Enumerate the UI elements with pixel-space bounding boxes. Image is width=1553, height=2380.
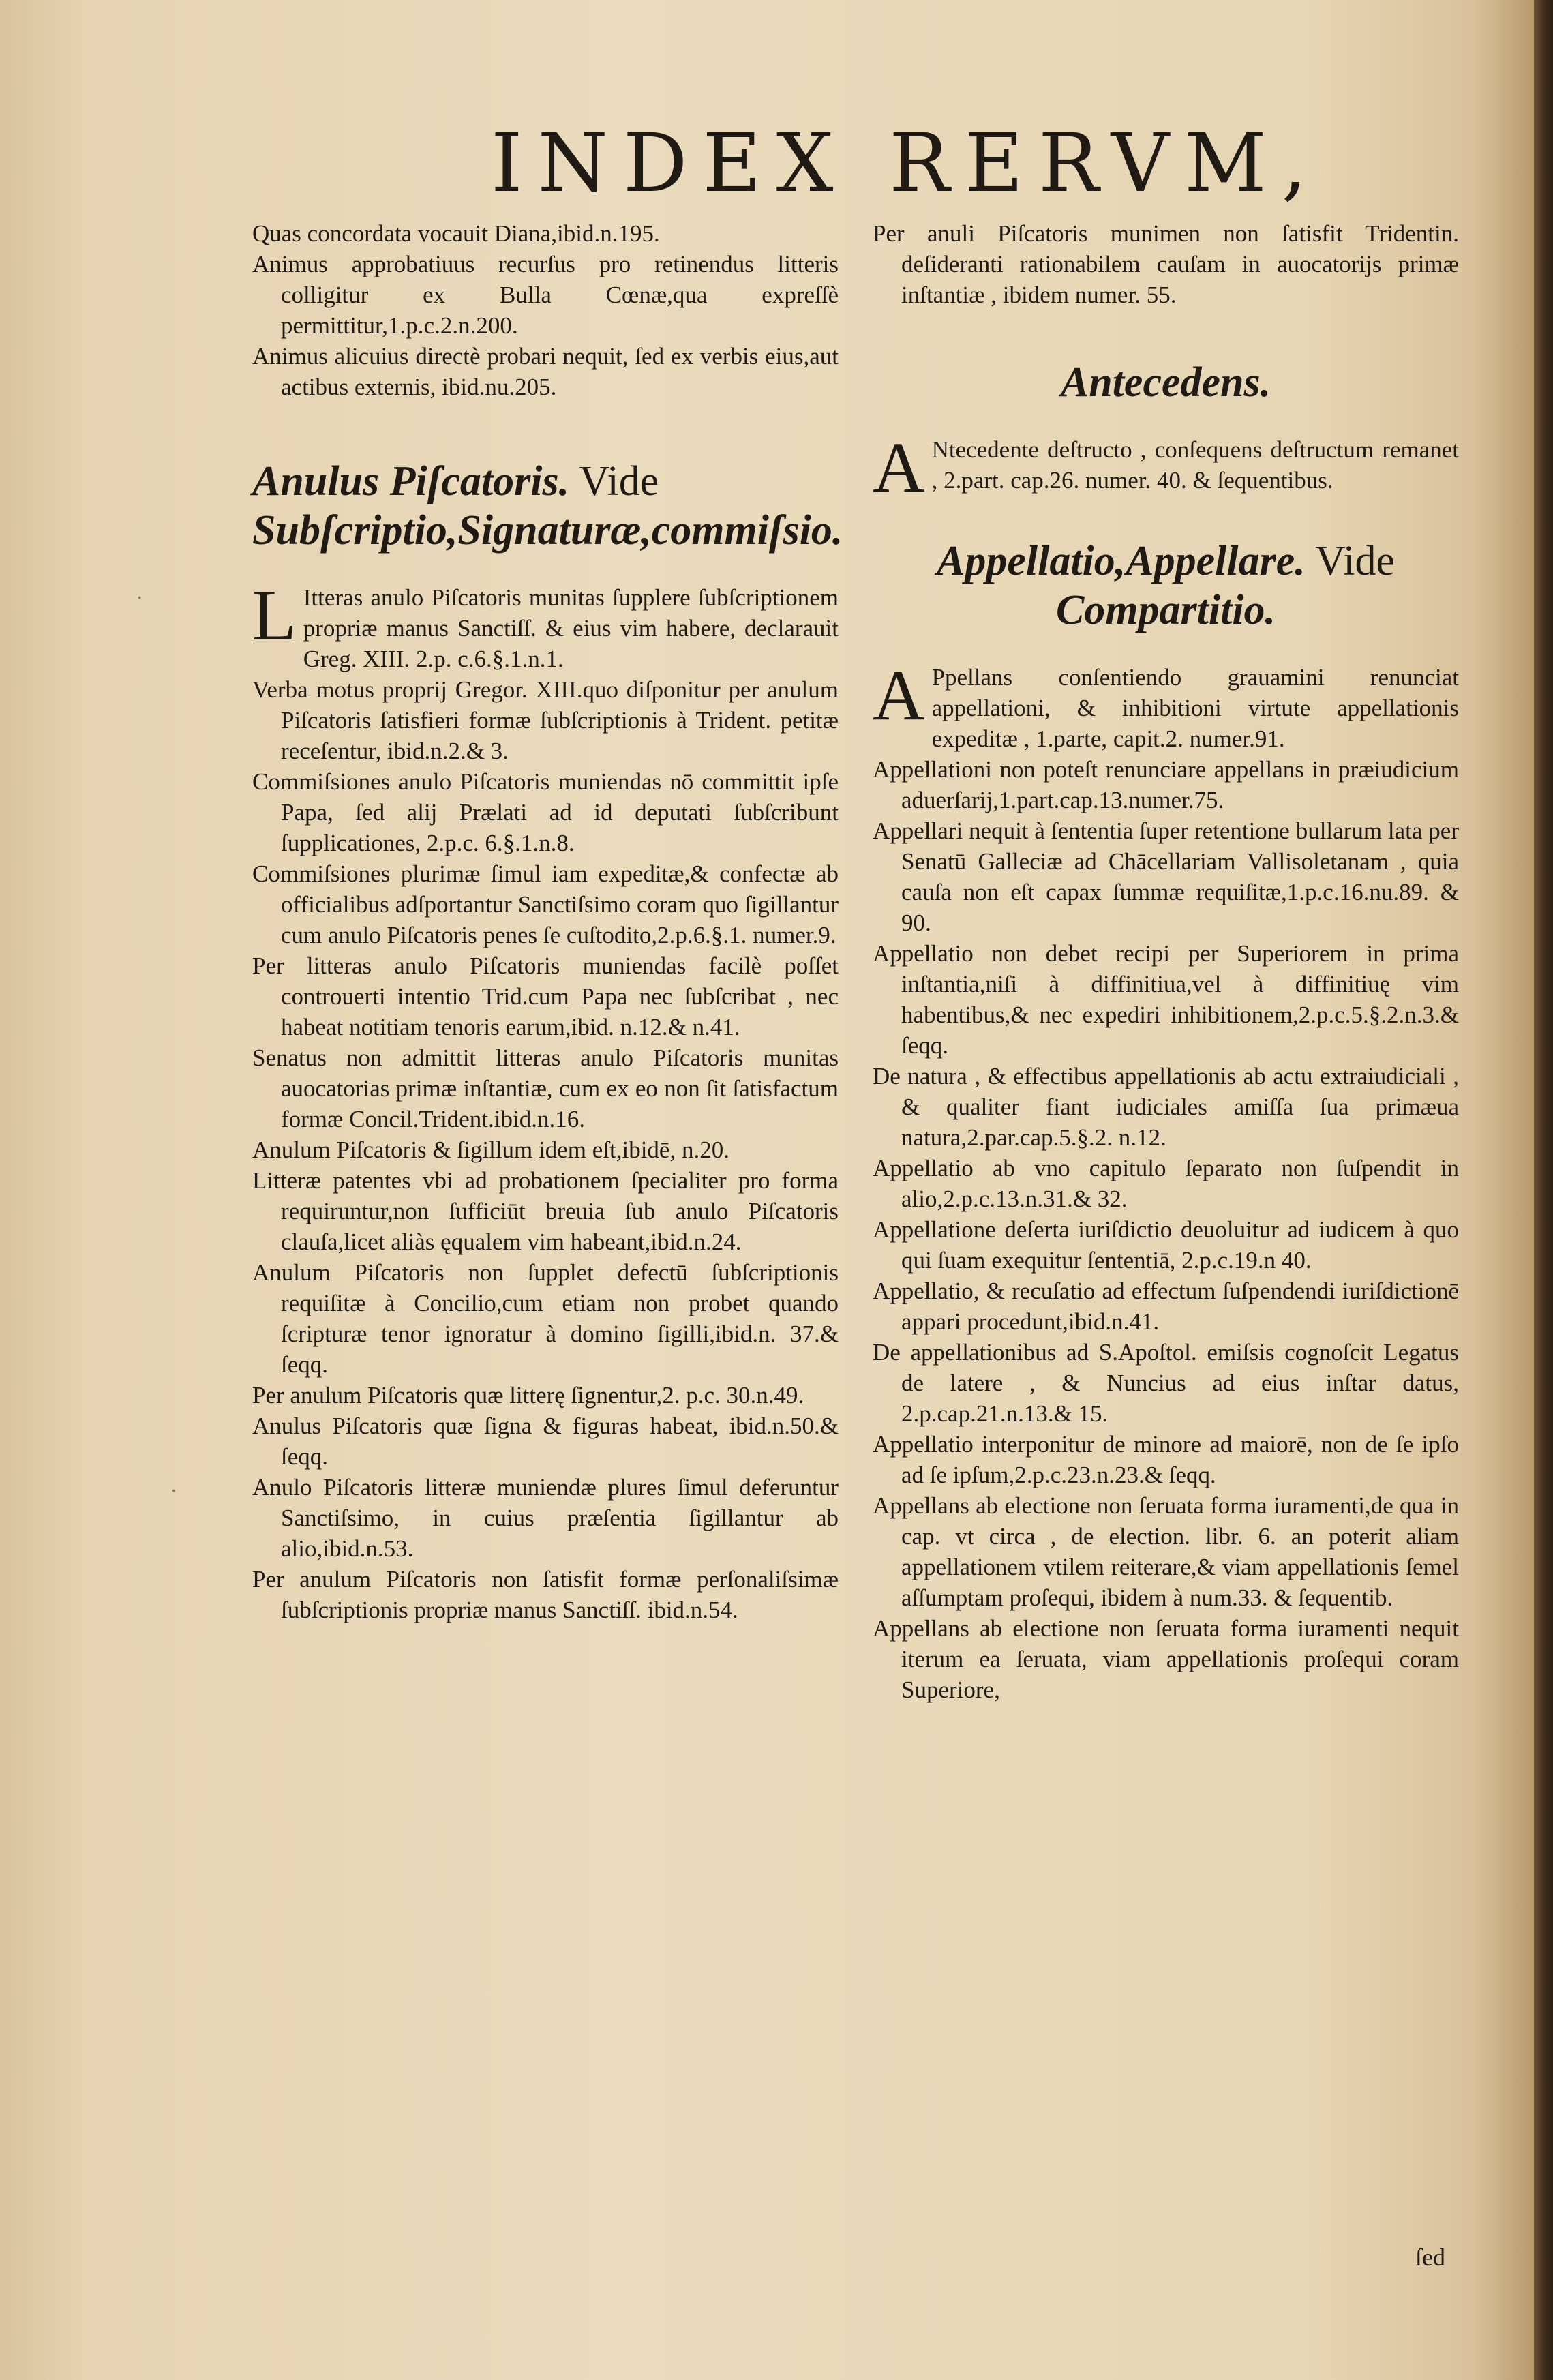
index-entry: Commiſsiones anulo Piſcatoris muniendas nō committit ipſe Papa, ſed alij Prælati ad id deputati ſubſcribunt ſupplicationes, 2.p.c. 6.§.1.n.8.	[252, 768, 839, 856]
drop-cap: A	[873, 655, 925, 735]
first-entry	[873, 427, 1459, 507]
index-entry: Appellans ab electione non ſeruata forma iuramenti,de qua in cap. vt circa , de election. libr. 6. an poterit aliam appellationem vtilem reiterare,& viam appellationis ſemel aſſumptam proſequi, ibidem à num.33. & ſequentib.	[873, 1492, 1459, 1611]
index-entry: Per anulum Piſcatoris quæ litterę ſignentur,2. p.c. 30.n.49.	[252, 1382, 804, 1409]
left-column	[252, 218, 843, 1625]
paper-speck: ·	[170, 1479, 177, 1503]
index-entry: Appellationi non poteſt renunciare appellans in præiudicium aduerſarij,1.part.cap.13.numer.75.	[873, 756, 1459, 813]
first-entry	[252, 575, 839, 674]
first-entry-text: Ntecedente deſtructo , conſequens deſtructum remanet , 2.part. cap.26. numer. 40. & ſequentibus.	[931, 436, 1459, 494]
index-entry: Quas concordata vocauit Diana,ibid.n.195.	[252, 220, 660, 247]
index-entry: Per litteras anulo Piſcatoris muniendas facilè poſſet controuerti intentio Trid.cum Papa nec ſubſcribat , nec habeat notitiam tenoris earum,ibid. n.12.& n.41.	[252, 952, 839, 1040]
heading-italic: Anulus Piſcatoris.	[252, 458, 570, 504]
drop-cap: A	[873, 427, 925, 507]
index-entry: Anulo Piſcatoris litteræ muniendæ plures ſimul deferuntur Sanctiſsimo, in cuius præſentia ſigillantur ab alio,ibid.n.53.	[252, 1474, 839, 1562]
section-heading-antecedens: Antecedens.	[1060, 359, 1271, 406]
page-header-title: INDEX RERVM,	[491, 116, 1323, 210]
page-gutter-shadow	[1534, 0, 1553, 2380]
index-entry: Appellatione deſerta iuriſdictio deuoluitur ad iudicem à quo qui ſuam exequitur ſententiā, 2.p.c.19.n 40.	[873, 1216, 1459, 1274]
index-entry: Per anulum Piſcatoris non ſatisfit formæ perſonaliſsimæ ſubſcriptionis propriæ manus Sanctiſſ. ibid.n.54.	[252, 1566, 839, 1623]
index-entry: Appellatio non debet recipi per Superiorem in prima inſtantia,niſi à diffinitiua,vel à diffinitiuę vim habentibus,& nec expediri inhibitionem,2.p.c.5.§.2.n.3.& ſeqq.	[873, 940, 1459, 1059]
right-column	[873, 218, 1459, 1705]
heading-italic: Appellatio,Appellare.	[937, 538, 1306, 584]
index-entry: Animus approbatiuus recurſus pro retinendus litteris colligitur ex Bulla Cœnæ,qua expreſſè permittitur,1.p.c.2.n.200.	[252, 251, 839, 339]
paper-speck: ·	[136, 586, 143, 610]
index-entry: De appellationibus ad S.Apoſtol. emiſsis cognoſcit Legatus de latere , & Nuncius ad eius inſtar datus, 2.p.cap.21.n.13.& 15.	[873, 1339, 1459, 1427]
index-entry: De natura , & effectibus appellationis ab actu extraiudiciali , & qualiter fiant iudiciales amiſſa ſua primæua natura,2.par.cap.5.§.2. n.12.	[873, 1063, 1459, 1151]
index-entry: Anulus Piſcatoris quæ ſigna & figuras habeat, ibid.n.50.& ſeqq.	[252, 1413, 839, 1470]
index-entry: Commiſsiones plurimæ ſimul iam expeditæ,& confectæ ab officialibus adſportantur Sanctiſsimo coram quo ſigillantur cum anulo Piſcatoris penes ſe cuſtodito,2.p.6.§.1. numer.9.	[252, 860, 839, 948]
section-heading-anulus	[252, 457, 843, 555]
heading-vide: Vide	[1305, 538, 1395, 584]
first-entry	[873, 655, 1459, 754]
index-entry: Appellans ab electione non ſeruata forma iuramenti nequit iterum ea ſeruata, viam appellationis proſequi coram Superiore,	[873, 1615, 1459, 1703]
index-entry: Animus alicuius directè probari nequit, ſed ex verbis eius,aut actibus externis, ibid.nu.205.	[252, 343, 839, 400]
index-entry: Senatus non admittit litteras anulo Piſcatoris munitas auocatorias primæ inſtantiæ, cum ex eo non ſit ſatisfactum formæ Concil.Trident.ibid.n.16.	[252, 1044, 839, 1132]
heading-crossref: Compartitio.	[1055, 587, 1276, 633]
index-entry: Anulum Piſcatoris & ſigillum idem eſt,ibidē, n.20.	[252, 1136, 729, 1163]
index-entry: Verba motus proprij Gregor. XIII.quo diſponitur per anulum Piſcatoris ſatisfieri formæ ſubſcriptionis à Trident. petitæ receſentur, ibid.n.2.& 3.	[252, 676, 839, 764]
heading-vide: Vide	[569, 458, 659, 504]
index-entry: Appellatio, & recuſatio ad effectum ſuſpendendi iuriſdictionē appari procedunt,ibid.n.41.	[873, 1278, 1459, 1335]
index-entry: Appellatio interponitur de minore ad maiorē, non de ſe ipſo ad ſe ipſum,2.p.c.23.n.23.& ſeqq.	[873, 1431, 1459, 1488]
catchword: ſed	[1415, 2244, 1445, 2271]
index-entry: Anulum Piſcatoris non ſupplet defectū ſubſcriptionis requiſitæ à Concilio,cum etiam non probet quando ſcripturæ tenor ignoratur à domino ſigilli,ibid.n. 37.& ſeqq.	[252, 1259, 839, 1378]
index-entry: Litteræ patentes vbi ad probationem ſpecialiter pro forma requiruntur,non ſufficiūt breuia ſub anulo Piſcatoris clauſa,licet aliàs ęqualem vim habeant,ibid.n.24.	[252, 1167, 839, 1255]
heading-crossref: Subſcriptio,Signaturæ,commiſsio.	[252, 507, 843, 554]
index-entry: Appellari nequit à ſententia ſuper retentione bullarum lata per Senatū Galleciæ ad Chācellariam Vallisoletanam , quia cauſa non eſt capax ſummæ requiſitæ,1.p.c.16.nu.89. & 90.	[873, 817, 1459, 936]
first-entry-text: Ppellans conſentiendo grauamini renunciat appellationi, & inhibitioni virtute appellationis expeditæ , 1.parte, capit.2. numer.91.	[931, 664, 1459, 752]
index-entry: Per anuli Piſcatoris munimen non ſatisfit Tridentin. deſideranti rationabilem cauſam in auocatorijs primæ inſtantiæ , ibidem numer. 55.	[873, 220, 1459, 308]
section-heading-appellatio	[873, 537, 1459, 635]
drop-cap: L	[252, 575, 297, 655]
index-entry: Appellatio ab vno capitulo ſeparato non ſuſpendit in alio,2.p.c.13.n.31.& 32.	[873, 1155, 1459, 1212]
first-entry-text: Itteras anulo Piſcatoris munitas ſupplere ſubſcriptionem propriæ manus Sanctiſſ. & eius vim habere, declarauit Greg. XIII. 2.p. c.6.§.1.n.1.	[303, 584, 839, 672]
